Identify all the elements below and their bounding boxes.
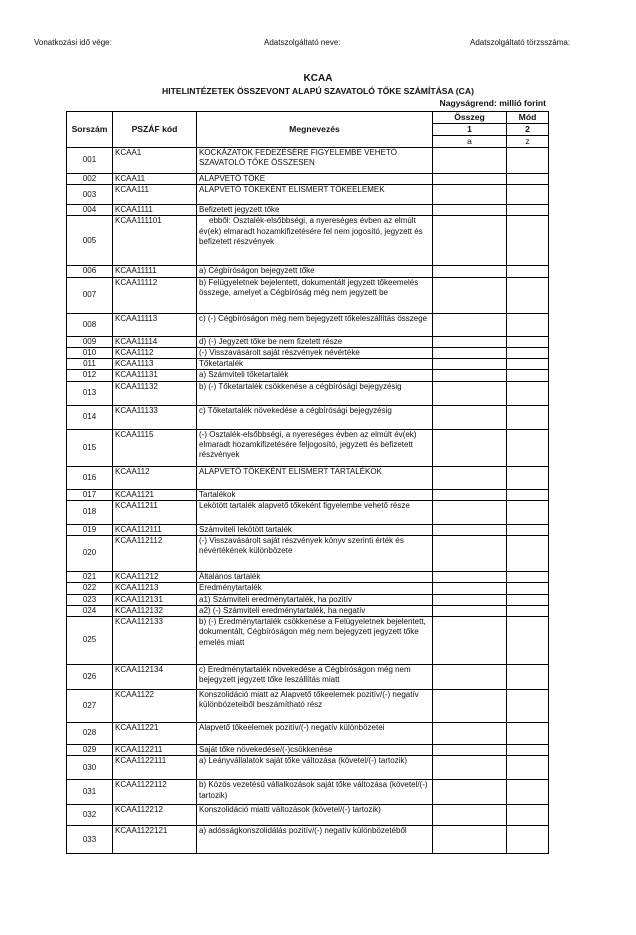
col-name-header: Megnevezés xyxy=(197,112,433,148)
row-code: KCAA11112 xyxy=(113,277,197,313)
row-code: KCAA1122111 xyxy=(113,756,197,780)
row-amount-cell[interactable] xyxy=(433,583,507,594)
row-serial: 009 xyxy=(67,336,113,347)
period-end-label: Vonatkozási idő vége: xyxy=(34,38,112,47)
row-mode-cell[interactable] xyxy=(507,745,549,756)
row-serial: 029 xyxy=(67,745,113,756)
row-mode-cell[interactable] xyxy=(507,524,549,535)
capital-table xyxy=(66,111,549,854)
row-amount-cell[interactable] xyxy=(433,313,507,336)
row-name: a) Leányvállalatok saját tőke változása (követel/(-) tartozik) xyxy=(197,756,433,780)
row-serial: 027 xyxy=(67,690,113,723)
table-row xyxy=(67,583,549,594)
row-code: KCAA112211 xyxy=(113,745,197,756)
table-row xyxy=(67,780,549,805)
row-amount-cell[interactable] xyxy=(433,205,507,216)
row-name: (-) Visszavásárolt saját részvények könyv szerinti érték és névértékének különbözete xyxy=(197,536,433,572)
row-amount-cell[interactable] xyxy=(433,381,507,405)
row-amount-cell[interactable] xyxy=(433,359,507,370)
row-mode-cell[interactable] xyxy=(507,466,549,489)
amount-letter: a xyxy=(433,136,507,148)
row-serial: 028 xyxy=(67,723,113,745)
row-name: Tartalékok xyxy=(197,489,433,500)
row-code: KCAA11113 xyxy=(113,313,197,336)
row-mode-cell[interactable] xyxy=(507,359,549,370)
table-row xyxy=(67,745,549,756)
row-serial: 018 xyxy=(67,500,113,524)
row-serial: 017 xyxy=(67,489,113,500)
row-code: KCAA112132 xyxy=(113,605,197,616)
row-serial: 001 xyxy=(67,148,113,174)
row-serial: 008 xyxy=(67,313,113,336)
form-title: HITELINTÉZETEK ÖSSZEVONT ALAPÚ SZAVATOLÓ TŐKE SZÁMÍTÁSA (CA) xyxy=(162,86,474,96)
row-serial: 014 xyxy=(67,405,113,429)
row-amount-cell[interactable] xyxy=(433,524,507,535)
row-name: Lekötött tartalék alapvető tőkeként figyelembe vehető része xyxy=(197,500,433,524)
row-amount-cell[interactable] xyxy=(433,148,507,174)
table-row xyxy=(67,617,549,665)
table-row xyxy=(67,500,549,524)
row-name: Befizetett jegyzett tőke xyxy=(197,205,433,216)
row-code: KCAA112212 xyxy=(113,805,197,826)
row-code: KCAA11133 xyxy=(113,405,197,429)
row-name: Alapvető tőkeelemek pozitív/(-) negatív különbözetei xyxy=(197,723,433,745)
row-name: b) (-) Eredménytartalék csökkenése a Felügyeletnek bejelentett, dokumentált, Cégbíróságon még nem bejegyzett jegyzett tőke emelés miatt xyxy=(197,617,433,665)
row-name: a) Cégbíróságon bejegyzett tőke xyxy=(197,266,433,277)
row-serial: 012 xyxy=(67,370,113,381)
row-code: KCAA1121 xyxy=(113,489,197,500)
row-amount-cell[interactable] xyxy=(433,174,507,185)
row-serial: 016 xyxy=(67,466,113,489)
col-serial-header: Sorszám xyxy=(67,112,113,148)
row-serial: 031 xyxy=(67,780,113,805)
row-serial: 011 xyxy=(67,359,113,370)
row-amount-cell[interactable] xyxy=(433,277,507,313)
row-name: Saját tőke növekedése/(-)csökkenése xyxy=(197,745,433,756)
row-serial: 013 xyxy=(67,381,113,405)
mode-index: 2 xyxy=(507,124,549,136)
row-code: KCAA112131 xyxy=(113,594,197,605)
row-serial: 002 xyxy=(67,174,113,185)
row-serial: 025 xyxy=(67,617,113,665)
row-amount-cell[interactable] xyxy=(433,690,507,723)
row-mode-cell[interactable] xyxy=(507,266,549,277)
table-row xyxy=(67,205,549,216)
row-code: KCAA1111 xyxy=(113,205,197,216)
table-row xyxy=(67,266,549,277)
row-mode-cell[interactable] xyxy=(507,185,549,205)
row-mode-cell[interactable] xyxy=(507,489,549,500)
row-mode-cell[interactable] xyxy=(507,617,549,665)
amount-index: 1 xyxy=(433,124,507,136)
row-code: KCAA1 xyxy=(113,148,197,174)
table-row xyxy=(67,185,549,205)
table-row xyxy=(67,466,549,489)
table-row xyxy=(67,216,549,266)
row-amount-cell[interactable] xyxy=(433,780,507,805)
row-serial: 022 xyxy=(67,583,113,594)
row-serial: 005 xyxy=(67,216,113,266)
row-name: ALAPVETŐ TŐKEKÉNT ELISMERT TŐKEELEMEK xyxy=(197,185,433,205)
row-name: ebből: Osztalék-elsőbbségi, a nyereséges évben az elmúlt év(ek) elmaradt hozamkifizetésére fel nem jogosító, jegyzett és befizetett részvények xyxy=(197,216,433,266)
row-serial: 020 xyxy=(67,536,113,572)
row-code: KCAA112 xyxy=(113,466,197,489)
row-serial: 021 xyxy=(67,572,113,583)
row-mode-cell[interactable] xyxy=(507,572,549,583)
table-row xyxy=(67,723,549,745)
row-name: Tőketartalék xyxy=(197,359,433,370)
row-code: KCAA11 xyxy=(113,174,197,185)
table-row xyxy=(67,594,549,605)
row-serial: 007 xyxy=(67,277,113,313)
provider-name-label: Adatszolgáltató neve: xyxy=(264,38,341,47)
row-code: KCAA1115 xyxy=(113,429,197,466)
mode-letter: z xyxy=(507,136,549,148)
row-name: ALAPVETŐ TŐKEKÉNT ELISMERT TARTALÉKOK xyxy=(197,466,433,489)
row-mode-cell[interactable] xyxy=(507,429,549,466)
row-code: KCAA112133 xyxy=(113,617,197,665)
row-code: KCAA112134 xyxy=(113,665,197,690)
table-row xyxy=(67,572,549,583)
row-mode-cell[interactable] xyxy=(507,805,549,826)
row-serial: 006 xyxy=(67,266,113,277)
row-name: a) Számviteli tőketartalék xyxy=(197,370,433,381)
row-mode-cell[interactable] xyxy=(507,336,549,347)
row-amount-cell[interactable] xyxy=(433,756,507,780)
table-row xyxy=(67,313,549,336)
row-name: c) Eredménytartalék növekedése a Cégbíróságon még nem bejegyzett jegyzett tőke leszállítás miatt xyxy=(197,665,433,690)
row-serial: 019 xyxy=(67,524,113,535)
table-row xyxy=(67,370,549,381)
row-serial: 015 xyxy=(67,429,113,466)
row-amount-cell[interactable] xyxy=(433,536,507,572)
row-name: ALAPVETŐ TŐKE xyxy=(197,174,433,185)
row-name: KOCKÁZATOK FEDEZÉSÉRE FIGYELEMBE VEHETŐ SZAVATOLÓ TŐKE ÖSSZESEN xyxy=(197,148,433,174)
row-mode-cell[interactable] xyxy=(507,723,549,745)
row-mode-cell[interactable] xyxy=(507,756,549,780)
row-mode-cell[interactable] xyxy=(507,500,549,524)
row-amount-cell[interactable] xyxy=(433,429,507,466)
table-row xyxy=(67,826,549,854)
row-amount-cell[interactable] xyxy=(433,605,507,616)
row-amount-cell[interactable] xyxy=(433,370,507,381)
table-row xyxy=(67,605,549,616)
row-serial: 026 xyxy=(67,665,113,690)
row-amount-cell[interactable] xyxy=(433,826,507,854)
table-row xyxy=(67,336,549,347)
row-serial: 023 xyxy=(67,594,113,605)
row-name: a1) Számviteli eredménytartalék, ha pozitív xyxy=(197,594,433,605)
row-amount-cell[interactable] xyxy=(433,489,507,500)
row-amount-cell[interactable] xyxy=(433,572,507,583)
row-mode-cell[interactable] xyxy=(507,583,549,594)
header-row xyxy=(67,112,549,124)
table-row xyxy=(67,524,549,535)
row-amount-cell[interactable] xyxy=(433,745,507,756)
row-code: KCAA1113 xyxy=(113,359,197,370)
row-name: d) (-) Jegyzett tőke be nem fizetett része xyxy=(197,336,433,347)
row-amount-cell[interactable] xyxy=(433,500,507,524)
row-name: Általános tartalék xyxy=(197,572,433,583)
row-amount-cell[interactable] xyxy=(433,336,507,347)
row-mode-cell[interactable] xyxy=(507,826,549,854)
row-name: a) adósságkonszolidálás pozitív/(-) negatív különbözetéből xyxy=(197,826,433,854)
row-name: (-) Osztalék-elsőbbségi, a nyereséges évben az elmúlt év(ek) elmaradt hozamkifizetésére feljogosító, jegyzett és befizetett részvények xyxy=(197,429,433,466)
row-code: KCAA111 xyxy=(113,185,197,205)
row-name: b) Felügyeletnek bejelentett, dokumentált jegyzett tőkeemelés összege, amelyet a Cégbíróság még nem jegyzett be xyxy=(197,277,433,313)
row-amount-cell[interactable] xyxy=(433,466,507,489)
row-mode-cell[interactable] xyxy=(507,780,549,805)
table-row xyxy=(67,347,549,358)
table-row xyxy=(67,756,549,780)
row-amount-cell[interactable] xyxy=(433,723,507,745)
row-code: KCAA1122112 xyxy=(113,780,197,805)
row-code: KCAA112111 xyxy=(113,524,197,535)
row-mode-cell[interactable] xyxy=(507,690,549,723)
row-mode-cell[interactable] xyxy=(507,277,549,313)
row-mode-cell[interactable] xyxy=(507,405,549,429)
row-mode-cell[interactable] xyxy=(507,665,549,690)
row-name: b) Közös vezetésű vállalkozások saját tőke változása (követel/(-) tartozik) xyxy=(197,780,433,805)
row-mode-cell[interactable] xyxy=(507,216,549,266)
table-row xyxy=(67,536,549,572)
row-name: Konszolidáció miatt az Alapvető tőkeelemek pozitív/(-) negatív különbözeteiből beszámítható rész xyxy=(197,690,433,723)
row-serial: 004 xyxy=(67,205,113,216)
row-code: KCAA11114 xyxy=(113,336,197,347)
row-code: KCAA1122 xyxy=(113,690,197,723)
row-name: c) (-) Cégbíróságon még nem bejegyzett tőkeleszállítás összege xyxy=(197,313,433,336)
row-code: KCAA11211 xyxy=(113,500,197,524)
row-amount-cell[interactable] xyxy=(433,617,507,665)
row-mode-cell[interactable] xyxy=(507,174,549,185)
table-row xyxy=(67,381,549,405)
row-mode-cell[interactable] xyxy=(507,536,549,572)
row-name: Eredménytartalék xyxy=(197,583,433,594)
row-amount-cell[interactable] xyxy=(433,347,507,358)
row-code: KCAA11132 xyxy=(113,381,197,405)
row-amount-cell[interactable] xyxy=(433,665,507,690)
row-serial: 030 xyxy=(67,756,113,780)
table-row xyxy=(67,429,549,466)
col-mode-header: Mód xyxy=(507,112,549,124)
table-row xyxy=(67,805,549,826)
row-serial: 010 xyxy=(67,347,113,358)
row-code: KCAA11221 xyxy=(113,723,197,745)
table-body xyxy=(67,148,549,854)
row-code: KCAA11131 xyxy=(113,370,197,381)
row-amount-cell[interactable] xyxy=(433,405,507,429)
row-amount-cell[interactable] xyxy=(433,216,507,266)
row-code: KCAA11111 xyxy=(113,266,197,277)
row-mode-cell[interactable] xyxy=(507,313,549,336)
row-mode-cell[interactable] xyxy=(507,594,549,605)
row-serial: 033 xyxy=(67,826,113,854)
row-mode-cell[interactable] xyxy=(507,148,549,174)
row-mode-cell[interactable] xyxy=(507,381,549,405)
row-serial: 032 xyxy=(67,805,113,826)
table-row xyxy=(67,359,549,370)
row-code: KCAA112112 xyxy=(113,536,197,572)
row-amount-cell[interactable] xyxy=(433,266,507,277)
row-amount-cell[interactable] xyxy=(433,185,507,205)
row-serial: 003 xyxy=(67,185,113,205)
col-amount-header: Összeg xyxy=(433,112,507,124)
table-row xyxy=(67,489,549,500)
form-code: KCAA xyxy=(303,73,333,84)
row-code: KCAA1122121 xyxy=(113,826,197,854)
row-name: Konszolidáció miatti változások (követel/(-) tartozik) xyxy=(197,805,433,826)
row-amount-cell[interactable] xyxy=(433,805,507,826)
row-code: KCAA111101 xyxy=(113,216,197,266)
row-code: KCAA11213 xyxy=(113,583,197,594)
row-name: b) (-) Tőketartalék csökkenése a cégbírósági bejegyzésig xyxy=(197,381,433,405)
col-code-header: PSZÁF kód xyxy=(113,112,197,148)
row-name: (-) Visszavásárolt saját részvények névértéke xyxy=(197,347,433,358)
table-row xyxy=(67,277,549,313)
row-serial: 024 xyxy=(67,605,113,616)
row-code: KCAA1112 xyxy=(113,347,197,358)
row-name: Számviteli lekötött tartalék xyxy=(197,524,433,535)
row-mode-cell[interactable] xyxy=(507,605,549,616)
table-row xyxy=(67,174,549,185)
row-mode-cell[interactable] xyxy=(507,347,549,358)
row-name: c) Tőketartalék növekedése a cégbírósági bejegyzésig xyxy=(197,405,433,429)
table-row xyxy=(67,690,549,723)
table-row xyxy=(67,405,549,429)
unit-label: Nagyságrend: millió forint xyxy=(439,98,546,108)
row-mode-cell[interactable] xyxy=(507,205,549,216)
row-code: KCAA11212 xyxy=(113,572,197,583)
row-amount-cell[interactable] xyxy=(433,594,507,605)
row-name: a2) (-) Számviteli eredménytartalék, ha negatív xyxy=(197,605,433,616)
table-row xyxy=(67,148,549,174)
table-row xyxy=(67,665,549,690)
provider-reg-label: Adatszolgáltató törzsszáma: xyxy=(470,38,571,47)
row-mode-cell[interactable] xyxy=(507,370,549,381)
